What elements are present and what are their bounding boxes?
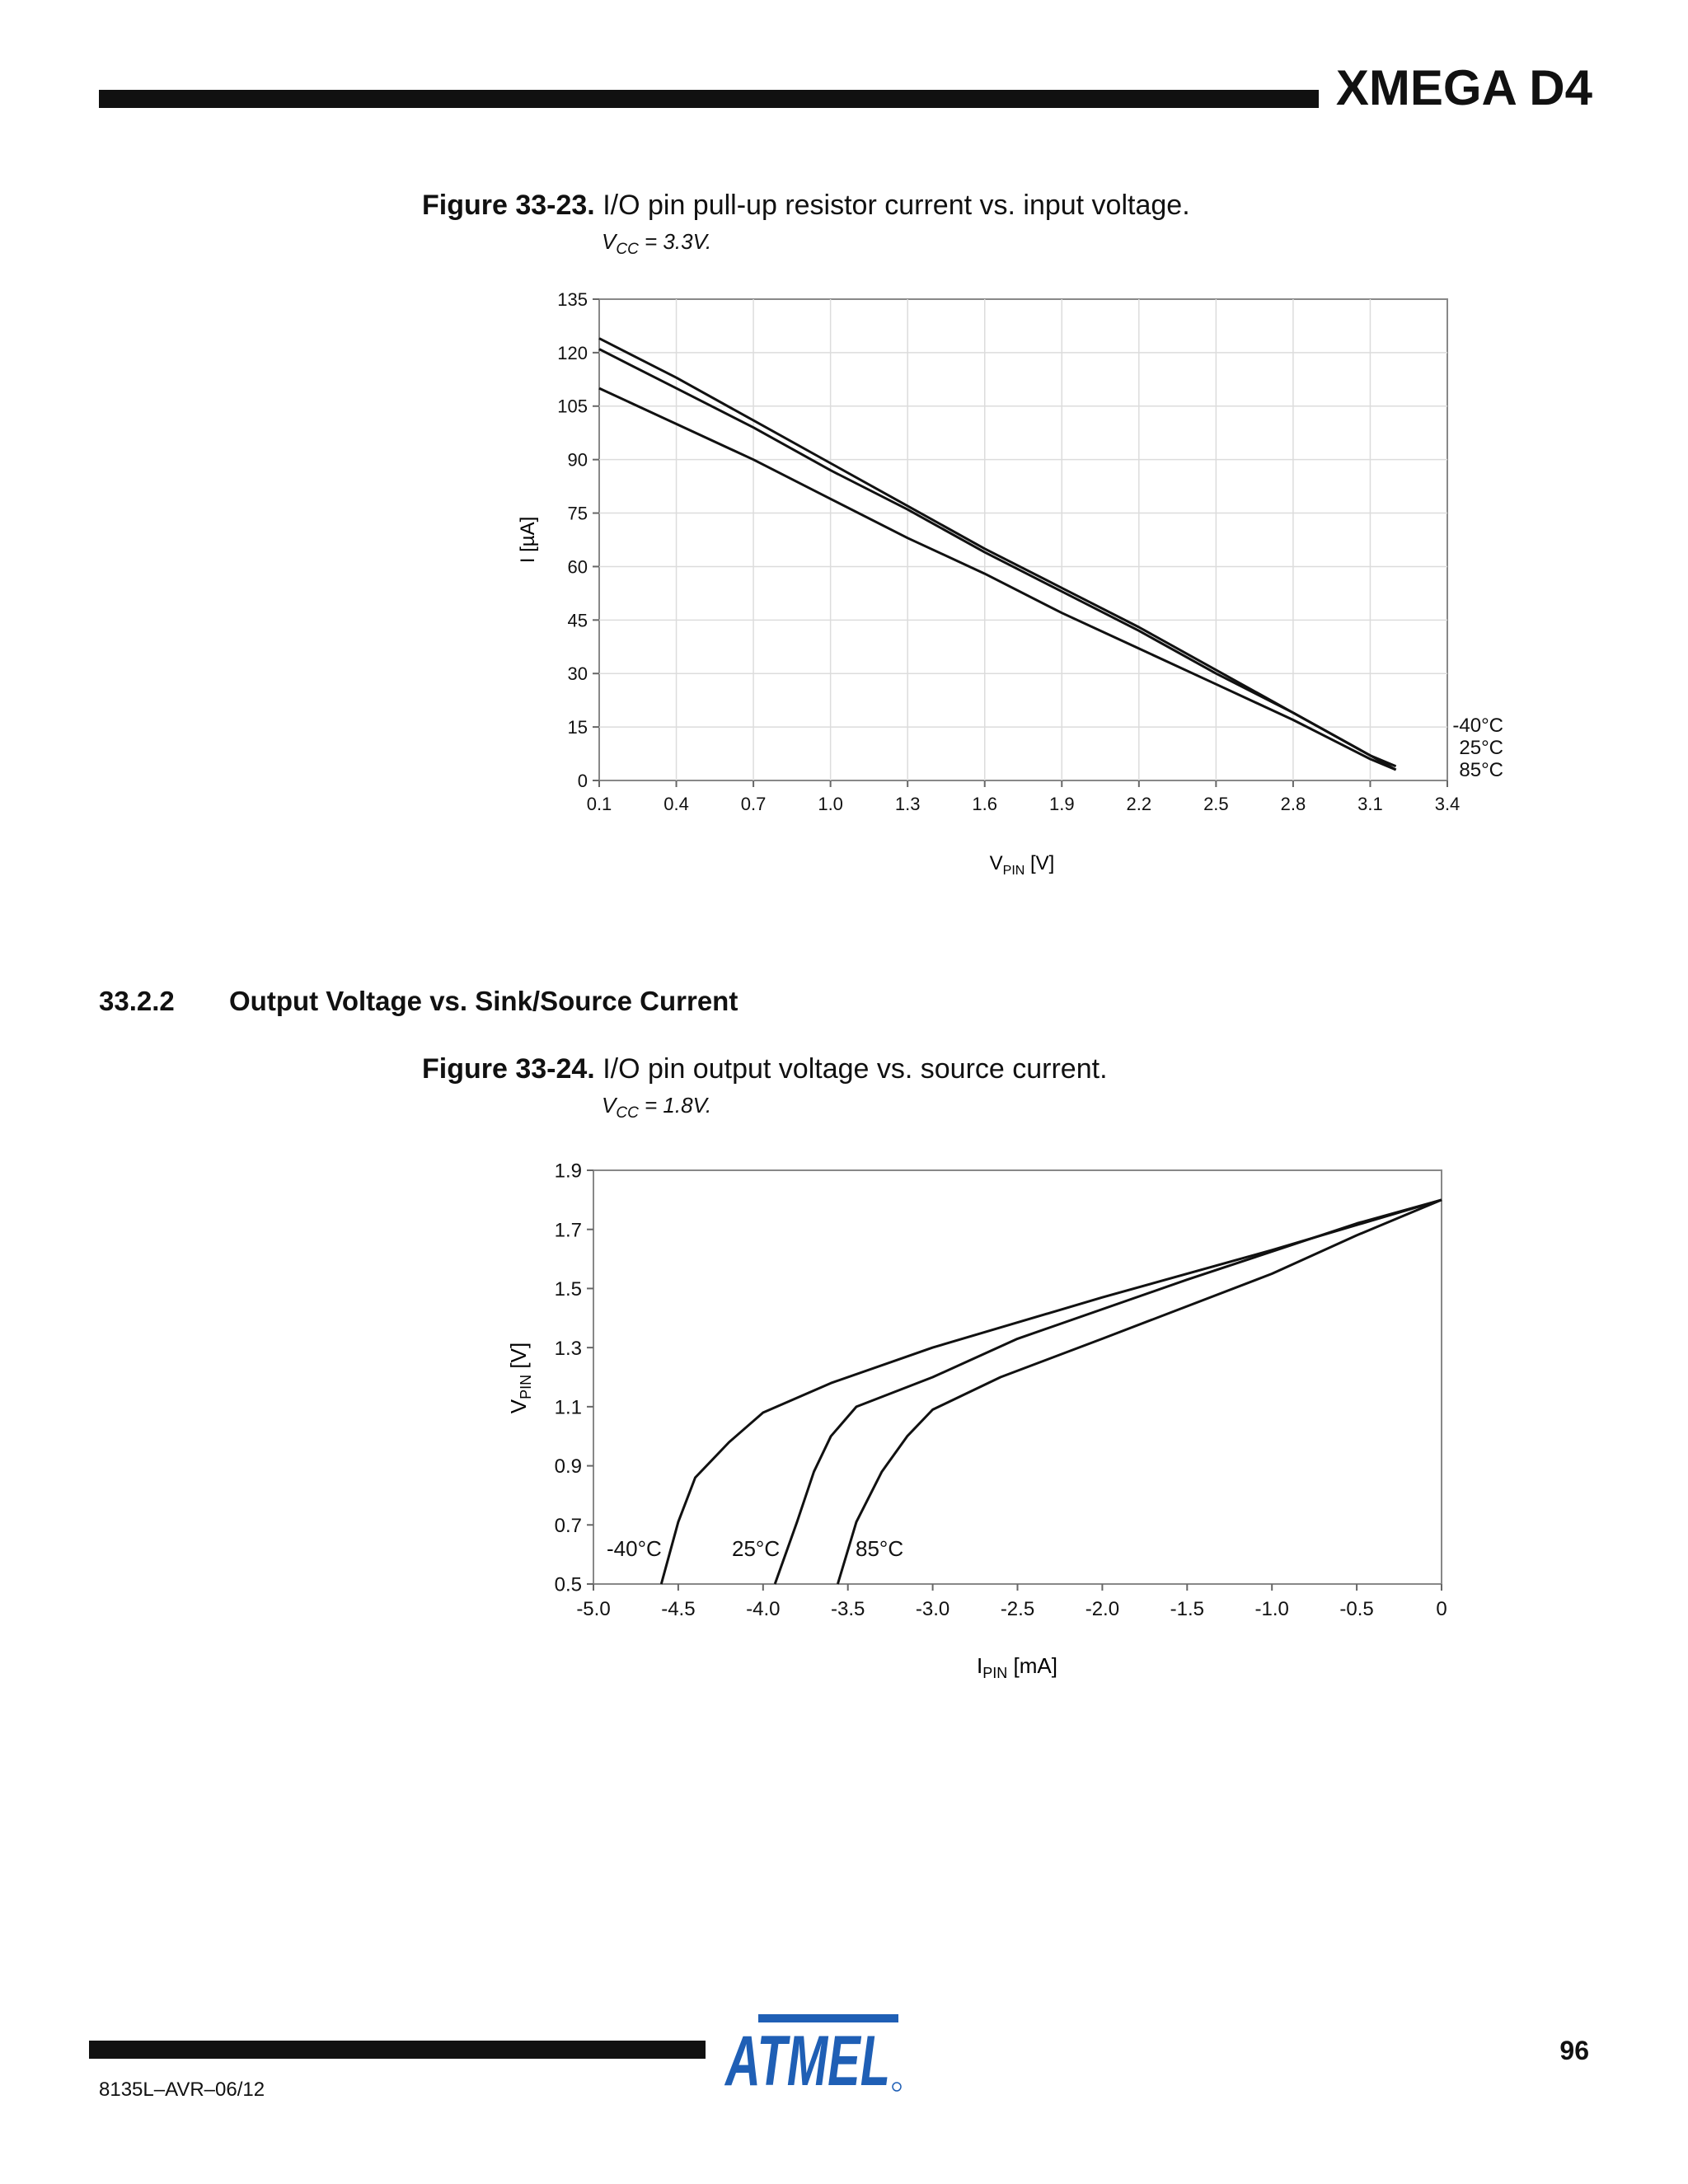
cond-rest: = 3.3V.	[638, 229, 712, 254]
figure-2-label: Figure 33-24.	[422, 1053, 595, 1085]
legend-label: 25°C	[1459, 737, 1503, 759]
x-tick-label: -3.5	[831, 1598, 865, 1620]
cond-sub: CC	[616, 1104, 639, 1122]
y-tick-label: 1.5	[554, 1278, 582, 1301]
cond-sub: CC	[616, 241, 639, 259]
x-tick-label: 1.0	[818, 794, 843, 814]
x-tick-label: -2.0	[1085, 1598, 1120, 1620]
chart2-plot-area	[593, 1170, 1442, 1584]
x-tick-label: -3.0	[915, 1598, 950, 1620]
header-rule	[99, 90, 1319, 108]
series-annotation: -40°C	[607, 1536, 662, 1561]
y-tick-label: 0	[577, 770, 588, 791]
y-tick-label: 105	[557, 396, 588, 417]
chart1-plot-area	[599, 299, 1447, 780]
pullup-current-chart	[495, 280, 1582, 890]
y-tick-label: 0.7	[554, 1514, 582, 1537]
chart1-y-axis-label: I [µA]	[517, 516, 539, 564]
x-tick-label: 2.8	[1280, 794, 1306, 814]
section-heading	[99, 986, 738, 1017]
legend-label: 85°C	[1459, 759, 1503, 781]
y-tick-label: 0.9	[554, 1455, 582, 1479]
figure-1-caption	[422, 190, 1190, 222]
y-tick-label: 1.9	[554, 1160, 582, 1183]
output-voltage-chart	[495, 1154, 1582, 1698]
footer-rule	[89, 2041, 706, 2059]
chart2-x-axis-label: $I_{PIN}$ [mA]	[977, 1653, 1057, 1681]
x-tick-label: -2.5	[1000, 1598, 1035, 1620]
y-tick-label: 1.7	[554, 1219, 582, 1242]
x-tick-label: 2.2	[1126, 794, 1152, 814]
registered-mark	[893, 2083, 901, 2091]
y-tick-label: 90	[567, 449, 588, 471]
section-title: Output Voltage vs. Sink/Source Current	[229, 986, 738, 1016]
document-code: 8135L–AVR–06/12	[99, 2079, 265, 2101]
figure-1-condition	[602, 229, 711, 259]
x-tick-label: 1.9	[1048, 794, 1075, 814]
x-tick-label: -1.5	[1170, 1598, 1204, 1620]
x-tick-label: 2.5	[1203, 794, 1229, 814]
y-tick-label: 120	[557, 342, 588, 363]
x-tick-label: -4.0	[746, 1598, 781, 1620]
x-tick-label: 0.7	[740, 794, 767, 814]
chart2-annotations	[607, 1536, 903, 1561]
page-number: 96	[1559, 2036, 1589, 2065]
figure-1-title: I/O pin pull-up resistor current vs. input voltage.	[603, 190, 1190, 221]
figure-2-title: I/O pin output voltage vs. source current.	[603, 1053, 1108, 1085]
y-tick-label: 30	[567, 663, 588, 685]
series-annotation: 25°C	[732, 1536, 781, 1561]
x-tick-label: 3.1	[1357, 794, 1383, 814]
document-title: XMEGA D4	[1335, 60, 1592, 115]
x-tick-label: 3.4	[1434, 794, 1461, 814]
y-tick-label: 0.5	[554, 1573, 582, 1596]
figure-2-condition	[602, 1093, 711, 1122]
y-tick-label: 60	[567, 556, 588, 578]
y-tick-label: 45	[567, 610, 588, 631]
cond-var: V	[602, 229, 617, 254]
x-tick-label: 0.4	[663, 794, 689, 814]
x-tick-label: 0	[1436, 1598, 1447, 1620]
x-tick-label: -4.5	[661, 1598, 696, 1620]
figure-2-caption	[422, 1053, 1108, 1085]
legend-label: -40°C	[1452, 715, 1503, 737]
section-number: 33.2.2	[99, 986, 175, 1016]
cond-rest: = 1.8V.	[638, 1093, 712, 1118]
figure-1-label: Figure 33-23.	[422, 190, 595, 221]
y-tick-label: 15	[567, 717, 588, 738]
chart1-legend	[1452, 715, 1503, 781]
y-tick-label: 1.1	[554, 1396, 582, 1419]
x-tick-label: 0.1	[586, 794, 612, 814]
x-tick-label: -5.0	[576, 1598, 611, 1620]
y-tick-label: 75	[567, 503, 588, 524]
x-tick-label: 1.3	[894, 794, 921, 814]
cond-var: V	[602, 1093, 617, 1118]
series-annotation: 85°C	[856, 1536, 904, 1561]
y-tick-label: 135	[557, 288, 588, 310]
logo-wordmark: ATMEL	[724, 2022, 890, 2101]
y-tick-label: 1.3	[554, 1337, 582, 1360]
chart1-x-axis-label: $V_{PIN}$ [V]	[989, 852, 1055, 878]
atmel-logo	[724, 2011, 907, 2101]
x-tick-label: 1.6	[972, 794, 998, 814]
chart2-y-axis-label: $V_{PIN}$ [V]	[506, 1342, 534, 1414]
x-tick-label: -1.0	[1254, 1598, 1289, 1620]
x-tick-label: -0.5	[1339, 1598, 1374, 1620]
